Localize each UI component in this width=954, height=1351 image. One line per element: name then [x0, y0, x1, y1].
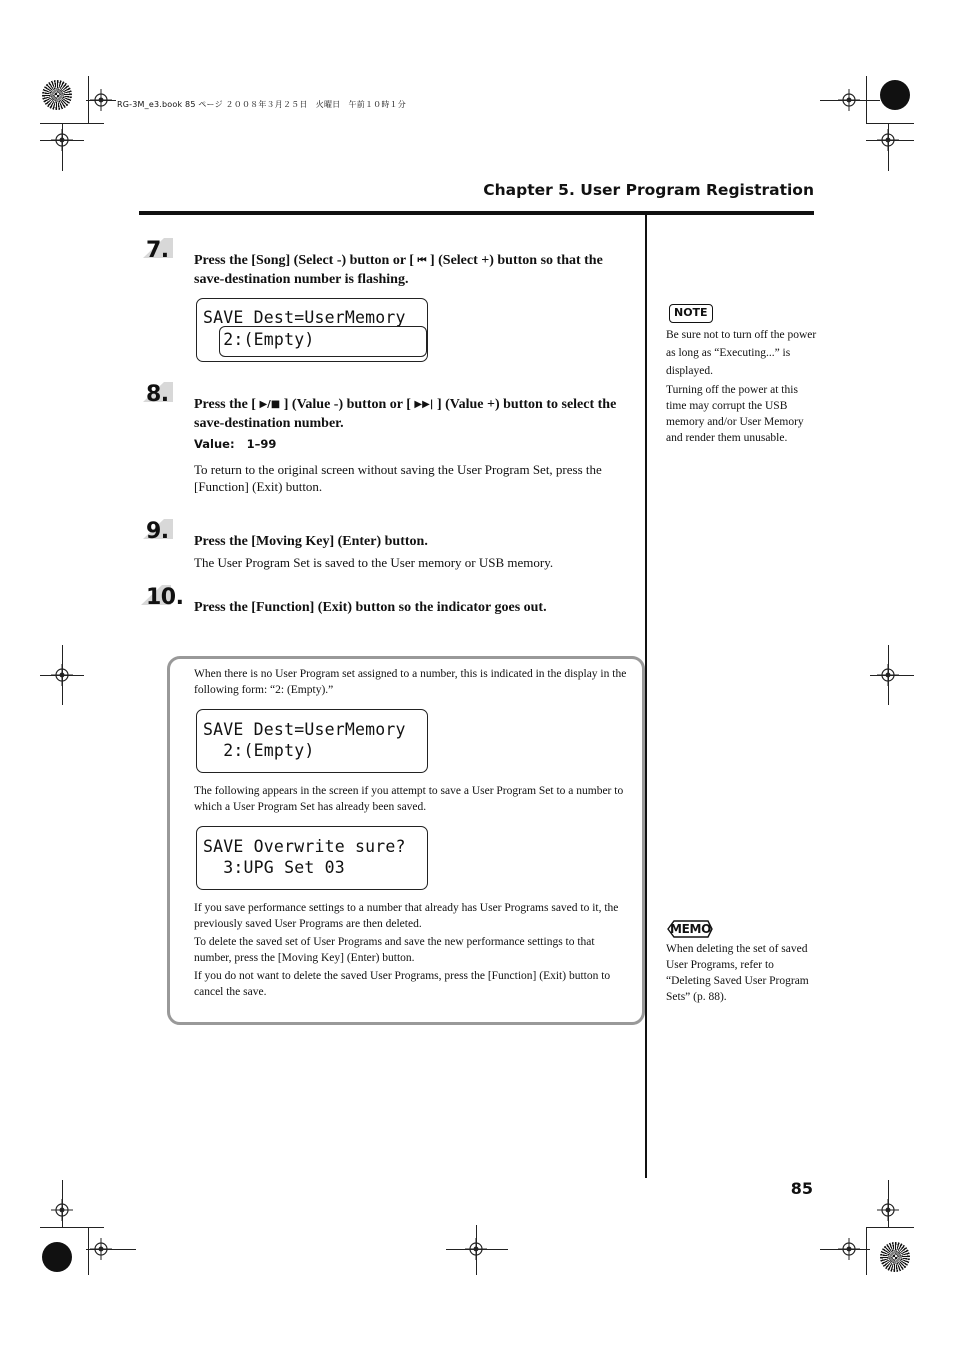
registration-mark-icon	[51, 129, 73, 151]
registration-mark-icon	[465, 1238, 487, 1260]
play-stop-icon: ▶/■	[259, 399, 281, 410]
chapter-title: Chapter 5. User Program Registration	[483, 181, 814, 199]
info-paragraph: When there is no User Program set assigned to a number, this is indicated in the display in the following form: “2: (Empty).”	[194, 668, 627, 696]
info-paragraph: To delete the saved set of User Programs and save the new performance settings to that number, press the [Moving Key] (Enter) button.	[194, 936, 595, 964]
step-number: 9.	[146, 519, 169, 544]
step-instruction: Press the [Function] (Exit) button so the indicator goes out.	[194, 600, 547, 615]
registration-mark-icon	[838, 1238, 860, 1260]
step-number: 7.	[146, 238, 169, 263]
lcd-display	[196, 298, 428, 362]
registration-mark-icon	[877, 664, 899, 686]
registration-mark-icon	[877, 129, 899, 151]
registration-mark-icon	[90, 1238, 112, 1260]
info-paragraph: If you do not want to delete the saved User Programs, press the [Function] (Exit) button to cancel the save.	[194, 970, 611, 998]
info-paragraph: The following appears in the screen if you attempt to save a User Program Set to a number to which a User Program Set has already been saved.	[194, 785, 624, 813]
page-number: 85	[790, 1179, 813, 1198]
lcd-line-2: 2:(Empty)	[203, 741, 315, 760]
registration-mark-icon	[51, 664, 73, 686]
lcd-display	[196, 709, 428, 773]
header-rule	[139, 211, 814, 215]
color-bar-starburst-icon	[880, 1242, 910, 1272]
note-label: NOTE	[669, 304, 713, 323]
note-text: Turning off the power at this time may corrupt the USB memory and/or User Memory and render them unusable.	[666, 384, 804, 444]
fast-forward-icon: ▶▶|	[414, 399, 434, 410]
registration-mark-icon	[51, 1199, 73, 1221]
info-paragraph: If you save performance settings to a number that already has User Programs saved to it, the previously saved User Programs are then deleted.	[194, 902, 619, 930]
memo-text: When deleting the set of saved User Programs, refer to “Deleting Saved User Program Sets” (p. 88).	[666, 943, 809, 1003]
color-bar-dot-icon	[42, 1242, 72, 1272]
step-number: 10.	[146, 585, 184, 610]
lcd-line-2: 2:(Empty)	[203, 330, 315, 349]
registration-mark-icon	[838, 89, 860, 111]
step-instruction: Press the [Song] (Select -) button or [ ⏮ ] (Select +) button so that the save-destination number is flashing.	[194, 253, 603, 287]
color-bar-starburst-icon	[42, 80, 72, 110]
print-info: RG-3M_e3.book 85 ページ ２００８年３月２５日 火曜日 午前１０時１分	[117, 100, 406, 109]
lcd-line-2: 3:UPG Set 03	[203, 858, 345, 877]
note-text: Be sure not to turn off the power as long as “Executing...” is displayed.	[666, 329, 817, 377]
memo-label: MEMO	[668, 921, 709, 935]
step-instruction: Press the [Moving Key] (Enter) button.	[194, 534, 428, 549]
step-instruction: Press the [ ▶/■ ] (Value -) button or [ ▶▶| ] (Value +) button to select the save-destination number.	[194, 397, 617, 431]
lcd-line-1: SAVE Overwrite sure?	[203, 837, 406, 856]
color-bar-dot-icon	[880, 80, 910, 110]
step-body: To return to the original screen without saving the User Program Set, press the [Function] (Exit) button.	[194, 462, 602, 494]
step-number: 8.	[146, 382, 169, 407]
skip-back-icon: ⏮	[417, 255, 427, 266]
column-divider	[645, 215, 647, 1178]
registration-mark-icon	[90, 89, 112, 111]
step-body: The User Program Set is saved to the User memory or USB memory.	[194, 555, 554, 570]
lcd-line-1: SAVE Dest=UserMemory	[203, 720, 406, 739]
lcd-line-1: SAVE Dest=UserMemory	[203, 308, 406, 327]
lcd-display	[196, 826, 428, 890]
registration-mark-icon	[877, 1199, 899, 1221]
value-range: Value: 1–99	[194, 437, 277, 451]
